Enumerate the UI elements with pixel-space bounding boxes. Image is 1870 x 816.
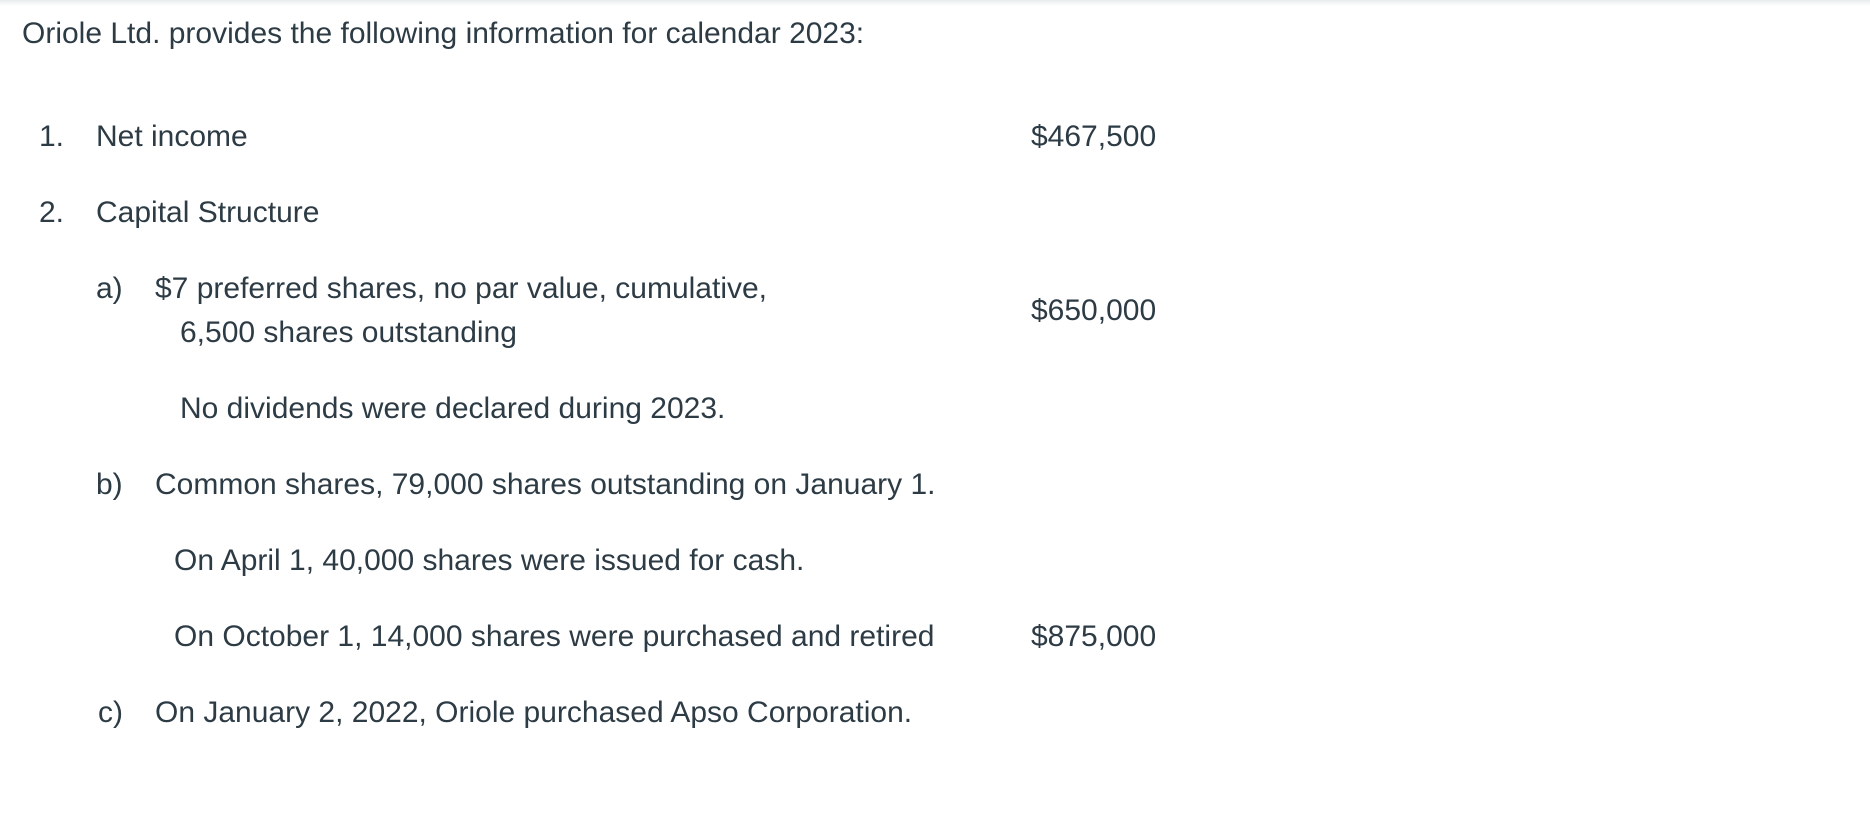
subitem-b-note2: On October 1, 14,000 shares were purchased and retired	[174, 620, 935, 653]
item-2-label: Capital Structure	[96, 196, 320, 229]
subitem-c-letter: c)	[98, 696, 123, 729]
subitem-a-line1: $7 preferred shares, no par value, cumulative,	[155, 272, 767, 305]
item-2-number: 2.	[39, 196, 65, 229]
subitem-a-letter: a)	[96, 272, 123, 305]
subitem-a-amount: $650,000	[1031, 294, 1157, 327]
subitem-c-line1: On January 2, 2022, Oriole purchased Apso Corporation.	[155, 696, 913, 729]
subitem-b-line1: Common shares, 79,000 shares outstanding on January 1.	[155, 468, 936, 501]
item-1-label: Net income	[96, 120, 248, 153]
subitem-b-amount: $875,000	[1031, 620, 1157, 653]
subitem-b-note1: On April 1, 40,000 shares were issued for cash.	[174, 544, 805, 577]
subitem-a-line2: 6,500 shares outstanding	[180, 316, 517, 349]
subitem-a-note: No dividends were declared during 2023.	[180, 392, 726, 425]
top-divider-shadow	[0, 0, 1870, 6]
intro-text: Oriole Ltd. provides the following information for calendar 2023:	[22, 17, 865, 50]
item-1-amount: $467,500	[1031, 120, 1157, 153]
item-1-number: 1.	[39, 120, 65, 153]
subitem-b-letter: b)	[96, 468, 123, 501]
